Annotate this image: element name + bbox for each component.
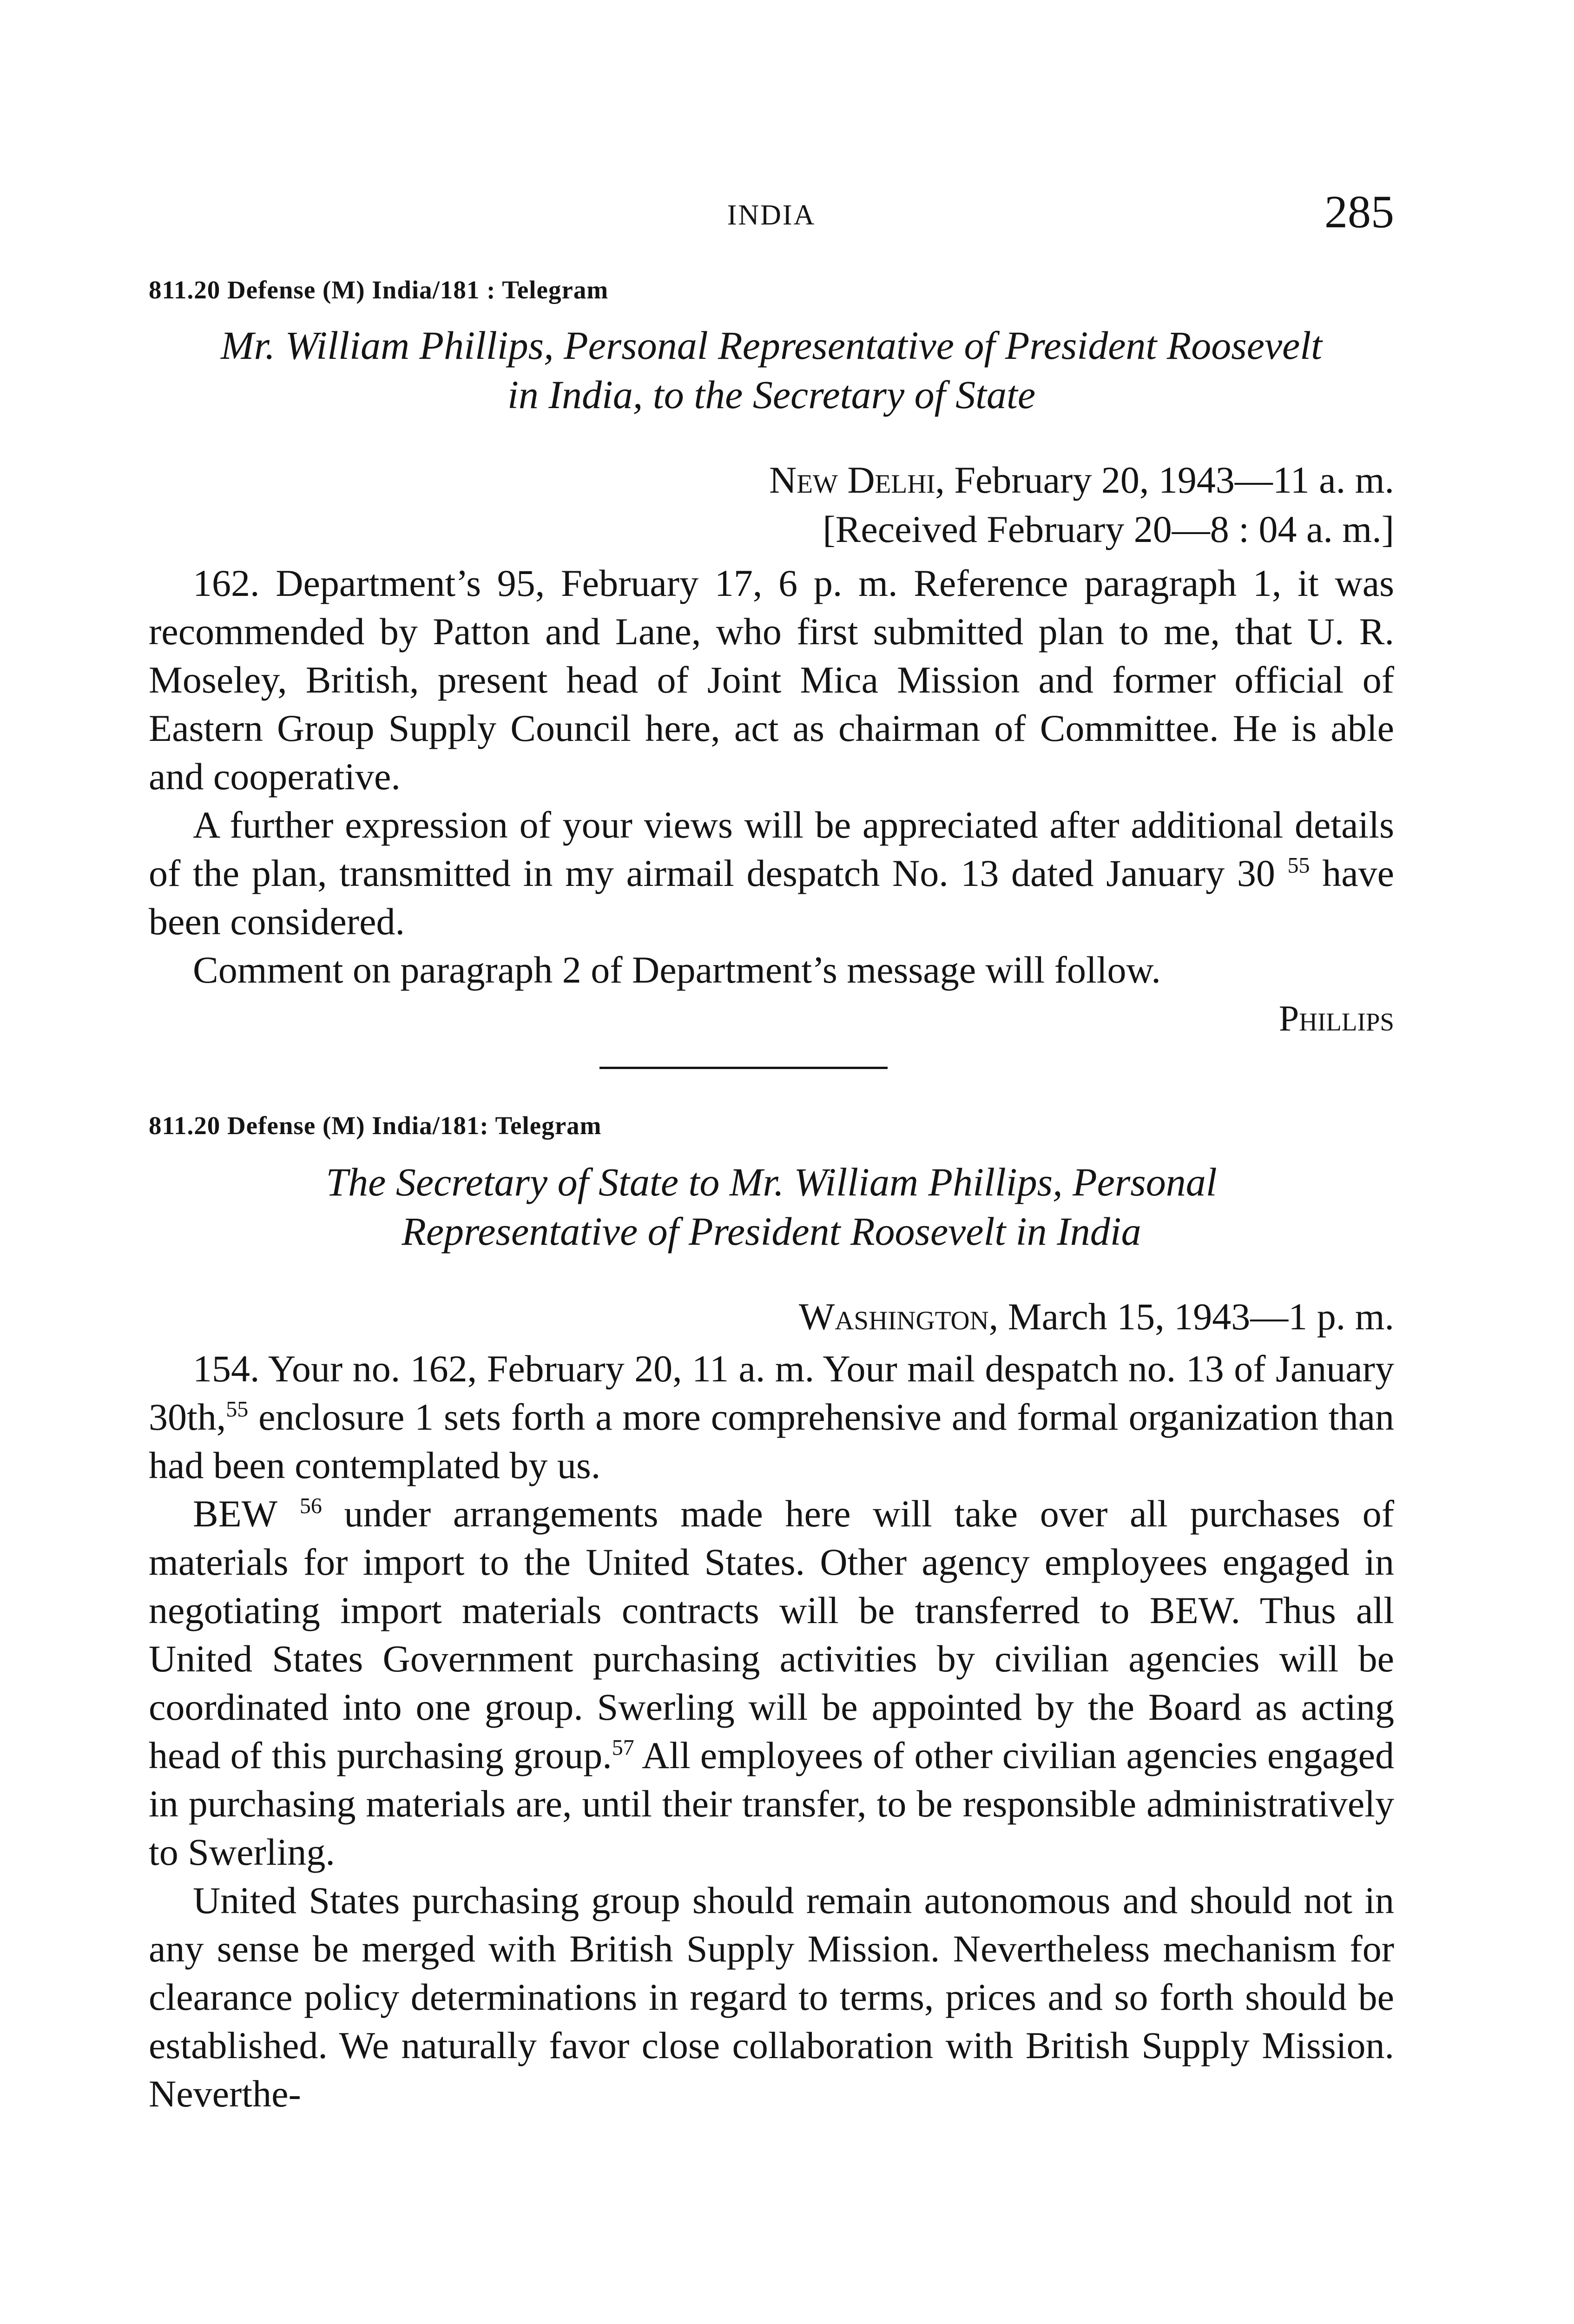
footnote-ref: 57 xyxy=(612,1735,634,1760)
paragraph-text: enclosure 1 sets forth a more comprehensive and formal organization than had been contemplated by us. xyxy=(149,1396,1394,1486)
paragraph-text: All employees of other civilian agencies engaged in purchasing materials are, until their transfer, to be responsible administratively to Swerling. xyxy=(149,1734,1395,1873)
paragraph: United States purchasing group should remain autonomous and should not in any sense be merged with British Supply Mission. Nevertheless mechanism for clearance policy determinations in regard to terms, prices and so forth should be established. We naturally favor close collaboration with British Supply Mission. Neverthe- xyxy=(149,1879,1394,2115)
section-divider xyxy=(599,1067,888,1069)
document-heading-2 xyxy=(149,1157,1394,1256)
paragraph-text: A further expression of your views will be appreciated after additional details of the plan, transmitted in my airmail despatch No. 13 dated January 30 xyxy=(149,804,1394,894)
dateline-1 xyxy=(769,456,1394,554)
paragraph xyxy=(149,801,1394,946)
dateline-1-sent xyxy=(769,456,1394,505)
paragraph-text: 154. Your no. 162, February 20, 11 a. m. Your mail despatch no. 13 of January 30th, xyxy=(149,1347,1394,1438)
file-reference-2: 811.20 Defense (M) India/181: Telegram xyxy=(149,1111,602,1140)
paragraph: Comment on paragraph 2 of Department’s message will follow. xyxy=(193,949,1161,991)
paragraph xyxy=(149,1490,1394,1876)
telegram-2-body xyxy=(149,1345,1394,2118)
paragraph: 162. Department’s 95, February 17, 6 p. m. Reference paragraph 1, it was recommended by Patton and Lane, who first submitted plan to me, that U. R. Moseley, British, present head of Joint Mica Mission and former official of Eastern Group Supply Council here, act as chairman of Committee. He is able and cooperative. xyxy=(149,562,1394,798)
running-head xyxy=(149,186,1394,242)
running-title: INDIA xyxy=(727,199,816,231)
dateline-2-date: March 15, 1943—1 p. m. xyxy=(998,1295,1394,1338)
dateline-2-place: Washington, xyxy=(798,1295,999,1338)
page-number: 285 xyxy=(1324,186,1394,238)
heading-2-line-1: The Secretary of State to Mr. William Phillips, Personal xyxy=(326,1160,1217,1204)
paragraph-text: have been considered. xyxy=(149,852,1394,943)
telegram-1-body xyxy=(149,559,1394,1043)
heading-2-line-2: Representative of President Roosevelt in India xyxy=(402,1209,1141,1254)
paragraph xyxy=(149,1345,1394,1490)
footnote-ref: 55 xyxy=(226,1397,249,1422)
footnote-ref: 55 xyxy=(1287,853,1310,878)
document-heading-1 xyxy=(149,321,1394,419)
dateline-1-place: New Delhi, xyxy=(769,459,945,501)
footnote-ref: 56 xyxy=(299,1493,322,1519)
file-reference-1: 811.20 Defense (M) India/181 : Telegram xyxy=(149,276,609,304)
dateline-2 xyxy=(799,1292,1394,1341)
dateline-1-date: February 20, 1943—11 a. m. xyxy=(944,459,1394,501)
heading-1-line-2: in India, to the Secretary of State xyxy=(507,372,1036,417)
paragraph-text: BEW xyxy=(193,1492,278,1535)
heading-1-line-1: Mr. William Phillips, Personal Representative of President Roosevelt xyxy=(220,323,1323,368)
signature: Phillips xyxy=(1278,998,1394,1038)
dateline-1-received: [Received February 20—8 : 04 a. m.] xyxy=(823,508,1394,550)
paragraph-text: under arrangements made here will take over all purchases of materials for import to the United States. Other agency employees engaged in negotiating import materials contracts will be transferred to BEW. Thus all United States Government purchasing activities by civilian agencies will be coordinated into one group. Swerling will be appointed by the Board as acting head of this purchasing group. xyxy=(149,1492,1395,1776)
dateline-2-sent xyxy=(799,1292,1394,1341)
